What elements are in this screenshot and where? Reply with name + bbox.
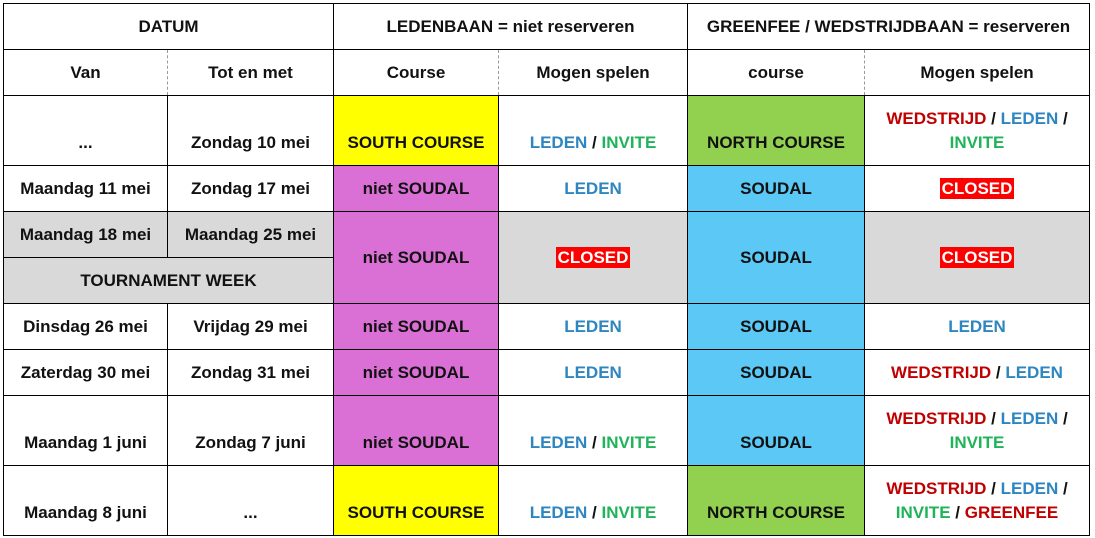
invite-label: INVITE	[601, 433, 657, 452]
leden-label: LEDEN	[564, 178, 622, 198]
greenfee-course-cell: SOUDAL	[688, 396, 865, 466]
row-tot: Zondag 17 mei	[168, 166, 334, 212]
col-course1-header: Course	[334, 50, 499, 96]
greenfee-mogen-cell	[865, 396, 1090, 466]
ledenbaan-course-cell: niet SOUDAL	[334, 166, 499, 212]
row-tot: Zondag 10 mei	[168, 96, 334, 166]
leden-label: LEDEN	[948, 316, 1006, 336]
slash: /	[587, 433, 602, 452]
leden-label: LEDEN	[1000, 478, 1059, 498]
slash: /	[950, 502, 965, 522]
table-row	[4, 396, 1090, 466]
ledenbaan-mogen-cell	[499, 166, 688, 212]
greenfee-course-cell: SOUDAL	[688, 166, 865, 212]
greenfee-header-rest: = reserveren	[963, 16, 1071, 36]
wedstrijd-label: WEDSTRIJD	[886, 108, 987, 128]
greenfee-mogen-cell	[865, 96, 1090, 166]
table-row	[4, 96, 1090, 166]
greenfee-header	[688, 4, 1090, 50]
row-van: Zaterdag 30 mei	[4, 350, 168, 396]
ledenbaan-course-cell: SOUTH COURSE	[334, 96, 499, 166]
greenfee-mogen-cell	[865, 466, 1090, 536]
ledenbaan-mogen-cell	[499, 350, 688, 396]
row-tot: Zondag 7 juni	[168, 396, 334, 466]
greenfee-course-cell: NORTH COURSE	[688, 466, 865, 536]
greenfee-course-cell: SOUDAL	[688, 212, 865, 304]
leden-label: LEDEN	[1000, 108, 1059, 128]
slash: /	[986, 108, 1001, 128]
row-tot: ...	[168, 466, 334, 536]
ledenbaan-mogen-cell	[499, 96, 688, 166]
greenfee-course-cell: NORTH COURSE	[688, 96, 865, 166]
invite-label: INVITE	[895, 502, 951, 522]
tournament-week-label: TOURNAMENT WEEK	[4, 258, 334, 304]
slash: /	[991, 362, 1006, 382]
greenfee-mogen-cell	[865, 350, 1090, 396]
row-van: Maandag 18 mei	[4, 212, 168, 258]
row-van: Maandag 1 juni	[4, 396, 168, 466]
col-tot-header: Tot en met	[168, 50, 334, 96]
row-van: Maandag 8 juni	[4, 466, 168, 536]
slash: /	[1058, 108, 1068, 128]
wedstrijd-label: WEDSTRIJD	[886, 478, 987, 498]
greenfee-mogen-cell	[865, 212, 1090, 304]
wedstrijd-label: WEDSTRIJD	[886, 408, 987, 428]
slash: /	[1058, 478, 1068, 498]
slash: /	[587, 133, 602, 152]
schedule-table	[3, 3, 1090, 536]
row-van: Maandag 11 mei	[4, 166, 168, 212]
ledenbaan-mogen-cell	[499, 212, 688, 304]
ledenbaan-course-cell: niet SOUDAL	[334, 396, 499, 466]
ledenbaan-mogen-cell	[499, 396, 688, 466]
col-mogen2-header: Mogen spelen	[865, 50, 1090, 96]
row-tot: Zondag 31 mei	[168, 350, 334, 396]
greenfee-label: GREENFEE	[964, 502, 1059, 522]
ledenbaan-course-cell: niet SOUDAL	[334, 304, 499, 350]
col-course2-header: course	[688, 50, 865, 96]
wedstrijd-label: WEDSTRIJD	[891, 362, 992, 382]
greenfee-mogen-cell	[865, 304, 1090, 350]
ledenbaan-mogen-cell	[499, 304, 688, 350]
table-row	[4, 304, 1090, 350]
ledenbaan-header-rest: = niet reserveren	[493, 16, 635, 36]
invite-label: INVITE	[601, 133, 657, 152]
greenfee-header-bold: GREENFEE / WEDSTRIJDBAAN	[706, 16, 964, 36]
greenfee-course-cell: SOUDAL	[688, 304, 865, 350]
table-row	[4, 212, 1090, 258]
slash: /	[986, 478, 1001, 498]
col-mogen1-header: Mogen spelen	[499, 50, 688, 96]
slash: /	[986, 408, 1001, 428]
ledenbaan-header	[334, 4, 688, 50]
slash: /	[587, 503, 602, 522]
table-row	[4, 166, 1090, 212]
ledenbaan-mogen-cell	[499, 466, 688, 536]
ledenbaan-course-cell: SOUTH COURSE	[334, 466, 499, 536]
invite-label: INVITE	[949, 432, 1005, 452]
row-van: Dinsdag 26 mei	[4, 304, 168, 350]
ledenbaan-course-cell: niet SOUDAL	[334, 212, 499, 304]
leden-label: LEDEN	[529, 133, 588, 152]
datum-header: DATUM	[4, 4, 334, 50]
row-van: ...	[4, 96, 168, 166]
ledenbaan-header-bold: LEDENBAAN	[386, 16, 494, 36]
leden-label: LEDEN	[564, 362, 622, 382]
closed-badge: CLOSED	[941, 178, 1013, 198]
col-van-header: Van	[4, 50, 168, 96]
closed-badge: CLOSED	[557, 247, 629, 267]
row-tot: Maandag 25 mei	[168, 212, 334, 258]
leden-label: LEDEN	[529, 503, 588, 522]
row-tot: Vrijdag 29 mei	[168, 304, 334, 350]
leden-label: LEDEN	[1000, 408, 1059, 428]
invite-label: INVITE	[949, 132, 1005, 152]
leden-label: LEDEN	[564, 316, 622, 336]
slash: /	[1058, 408, 1068, 428]
leden-label: LEDEN	[529, 433, 588, 452]
greenfee-mogen-cell	[865, 166, 1090, 212]
ledenbaan-course-cell: niet SOUDAL	[334, 350, 499, 396]
greenfee-course-cell: SOUDAL	[688, 350, 865, 396]
leden-label: LEDEN	[1005, 362, 1063, 382]
table-row	[4, 350, 1090, 396]
table-row	[4, 466, 1090, 536]
closed-badge: CLOSED	[941, 247, 1013, 267]
invite-label: INVITE	[601, 503, 657, 522]
